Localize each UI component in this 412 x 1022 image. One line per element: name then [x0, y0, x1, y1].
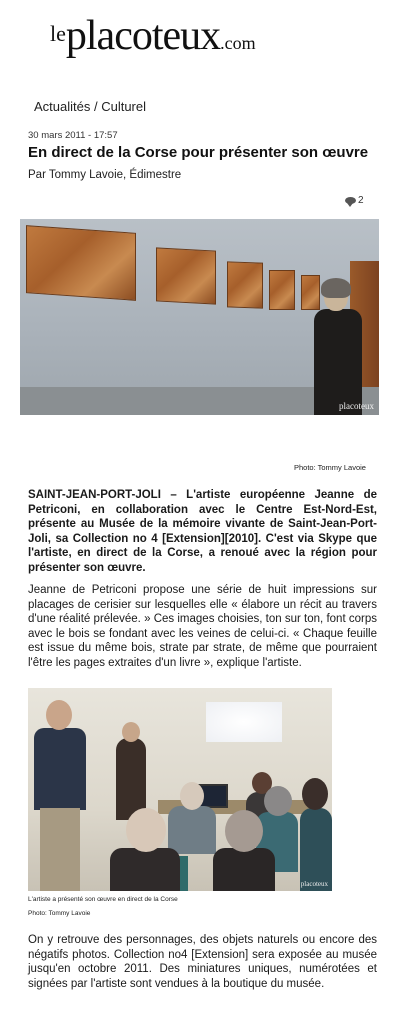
- photo-watermark: placoteux: [339, 401, 374, 411]
- article-title: En direct de la Corse pour présenter son œuvre: [28, 144, 369, 161]
- presenter-figure: [310, 281, 366, 415]
- comment-count-link[interactable]: [345, 195, 364, 206]
- comment-count: 2: [358, 195, 364, 206]
- wood-panel-artwork: [227, 261, 263, 308]
- article-date: 30 mars 2011 - 17:57: [28, 130, 118, 141]
- projection-screen: [206, 702, 282, 742]
- article-paragraph: On y retrouve des personnages, des objets naturels ou encore des négatifs photos. Collection no4 [Extension] sera exposée au musée jusqu'en octobre 2011. Des miniatures uniques, numérotées et signées par l'artiste sont vendues à la boutique du musée.: [28, 934, 377, 990]
- article-byline: Par Tommy Lavoie, Édimestre: [28, 169, 182, 181]
- audience-figure: [168, 806, 216, 854]
- photo-watermark: placoteux: [300, 880, 328, 888]
- audience-figure: [213, 848, 275, 891]
- wood-panel-artwork: [156, 247, 216, 304]
- audience-figure: [300, 808, 332, 891]
- photo-caption: L'artiste a présenté son œuvre en direct de la Corse: [28, 896, 178, 903]
- audience-figure: [110, 848, 180, 891]
- logo-wordmark: placoteux: [65, 13, 221, 59]
- standing-man-figure: [34, 700, 86, 891]
- article-lead: SAINT-JEAN-PORT-JOLI – L'artiste européenne Jeanne de Petriconi, en collaboration avec le Centre Est-Nord-Est, présente au Musée de la mémoire vivante de Saint-Jean-Port-Joli, sa Collection no 4 [Extension][2010]. C'est via Skype que l'artiste, en direct de la Corse, a renoué avec la région pour présenter son œuvre.: [28, 489, 377, 574]
- logo-prefix: le: [50, 21, 66, 46]
- wood-panel-artwork: [26, 225, 136, 301]
- article-photo-1: [20, 219, 379, 415]
- speech-bubble-icon: [345, 197, 356, 204]
- wood-panel-artwork: [269, 270, 295, 310]
- logo-domain: .com: [220, 33, 256, 53]
- article-photo-2: [28, 688, 332, 891]
- photo-credit: Photo: Tommy Lavoie: [28, 910, 91, 917]
- breadcrumb[interactable]: Actualités / Culturel: [34, 99, 146, 114]
- article-paragraph: Jeanne de Petriconi propose une série de huit impressions sur placages de cerisier sur lesquelles elle « élabore un récit au travers d'une réalité prélevée. » Ces images choisies, ton sur ton, font corps avec le bois se fondant avec les veines de celui-ci. « Chaque feuille est issue du même bois, strate par strate, de même que pourraient l'être les pages extraites d'un livre », explique l'artiste.: [28, 584, 377, 669]
- site-logo[interactable]: [50, 12, 256, 60]
- photo-credit: Photo: Tommy Lavoie: [294, 463, 366, 472]
